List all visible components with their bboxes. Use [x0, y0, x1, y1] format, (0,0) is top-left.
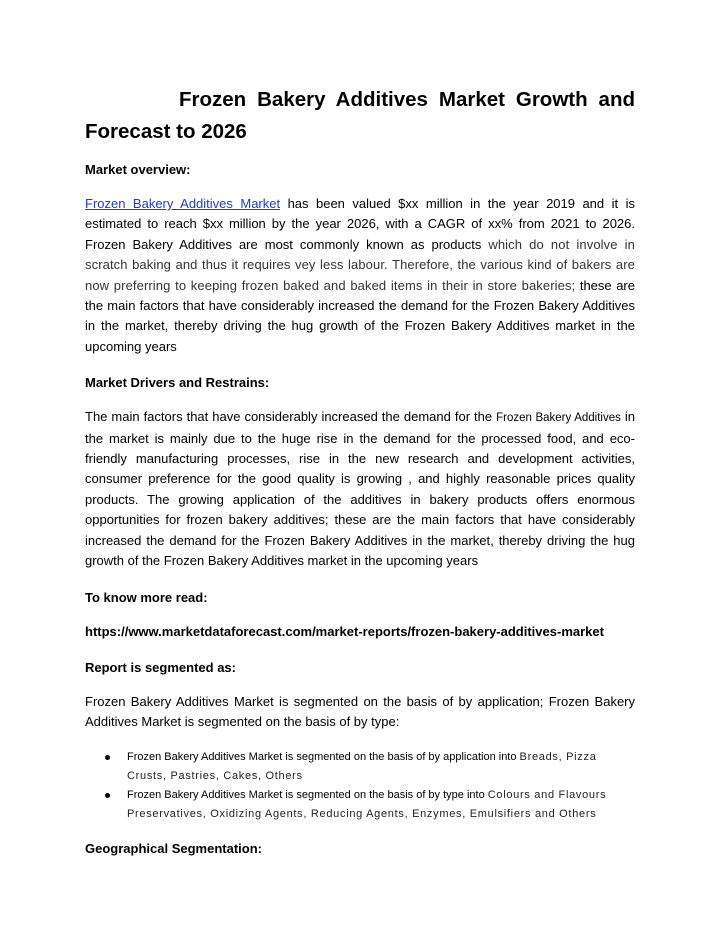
drivers-heading: Market Drivers and Restrains: — [85, 375, 270, 391]
overview-paragraph — [85, 194, 635, 357]
list-item — [85, 786, 635, 823]
geo-heading: Geographical Segmentation: — [85, 841, 262, 857]
drivers-paragraph — [85, 407, 635, 571]
bullet-lead: Frozen Bakery Additives Market is segmented on the basis of by type into — [127, 789, 488, 802]
segment-list — [85, 748, 635, 823]
title-line-1: Frozen Bakery Additives Market Growth and — [179, 88, 635, 111]
page-title — [85, 84, 635, 148]
list-item — [85, 748, 635, 785]
document-body — [85, 84, 635, 873]
title-line-2: Forecast to 2026 — [85, 120, 247, 143]
bullet-list: Breads, Pizza Crusts, Pastries, Cakes, Others — [127, 751, 597, 782]
overview-heading: Market overview: — [85, 162, 191, 177]
segments-heading: Report is segmented as: — [85, 659, 236, 675]
bullet-icon — [105, 793, 110, 798]
report-url[interactable]: https://www.marketdataforecast.com/market-reports/frozen-bakery-additives-market — [85, 623, 604, 639]
segments-intro: Frozen Bakery Additives Market is segmented on the basis of by application; Frozen Bakery Additives Market is segmented on the basis of by type: — [85, 693, 635, 729]
drivers-text-b: in the market is mainly due to the huge rise in the demand for the processed food, and eco-friendly manufacturing processes, rise in the new research and development activities, consumer preference for the good quality is growing , and highly reasonable prices quality products. The growing application of the additives in bakery products offers enormous opportunities for frozen bakery additives; these are the main factors that have considerably increased the demand for the Frozen Bakery Additives in the market, thereby driving the hug growth of the Frozen Bakery Additives market in the upcoming years — [85, 409, 635, 569]
bullet-list: Colours and Flavours Preservatives, Oxidizing Agents, Reducing Agents, Enzymes, Emulsifiers and Others — [127, 789, 607, 820]
overview-text-a: has been valued $xx million in the year 2019 and it is estimated to reach $xx million by the year 2026, with a CAGR of xx% from 2021 to 2026. Frozen Bakery Additives are most commonly known as products — [85, 196, 635, 252]
bullet-lead: Frozen Bakery Additives Market is segmented on the basis of by application into — [127, 751, 520, 764]
market-link[interactable]: Frozen Bakery Additives Market — [85, 196, 281, 211]
bullet-icon — [105, 755, 110, 760]
overview-text-b: which do not involve in scratch baking and thus it requires vey less labour. Therefore, the various kind of bakers are now preferring to keeping frozen baked and baked items in their in store bakeries; — [85, 236, 635, 293]
drivers-text-small: Frozen Bakery Additives — [496, 412, 621, 425]
drivers-text-a: The main factors that have considerably increased the demand for the — [85, 409, 497, 425]
overview-text-c: these are the main factors that have considerably increased the demand for the Frozen Bakery Additives in the market, thereby driving the hug growth of the Frozen Bakery Additives market in the upcoming years — [85, 277, 635, 354]
more-heading: To know more read: — [85, 589, 208, 605]
